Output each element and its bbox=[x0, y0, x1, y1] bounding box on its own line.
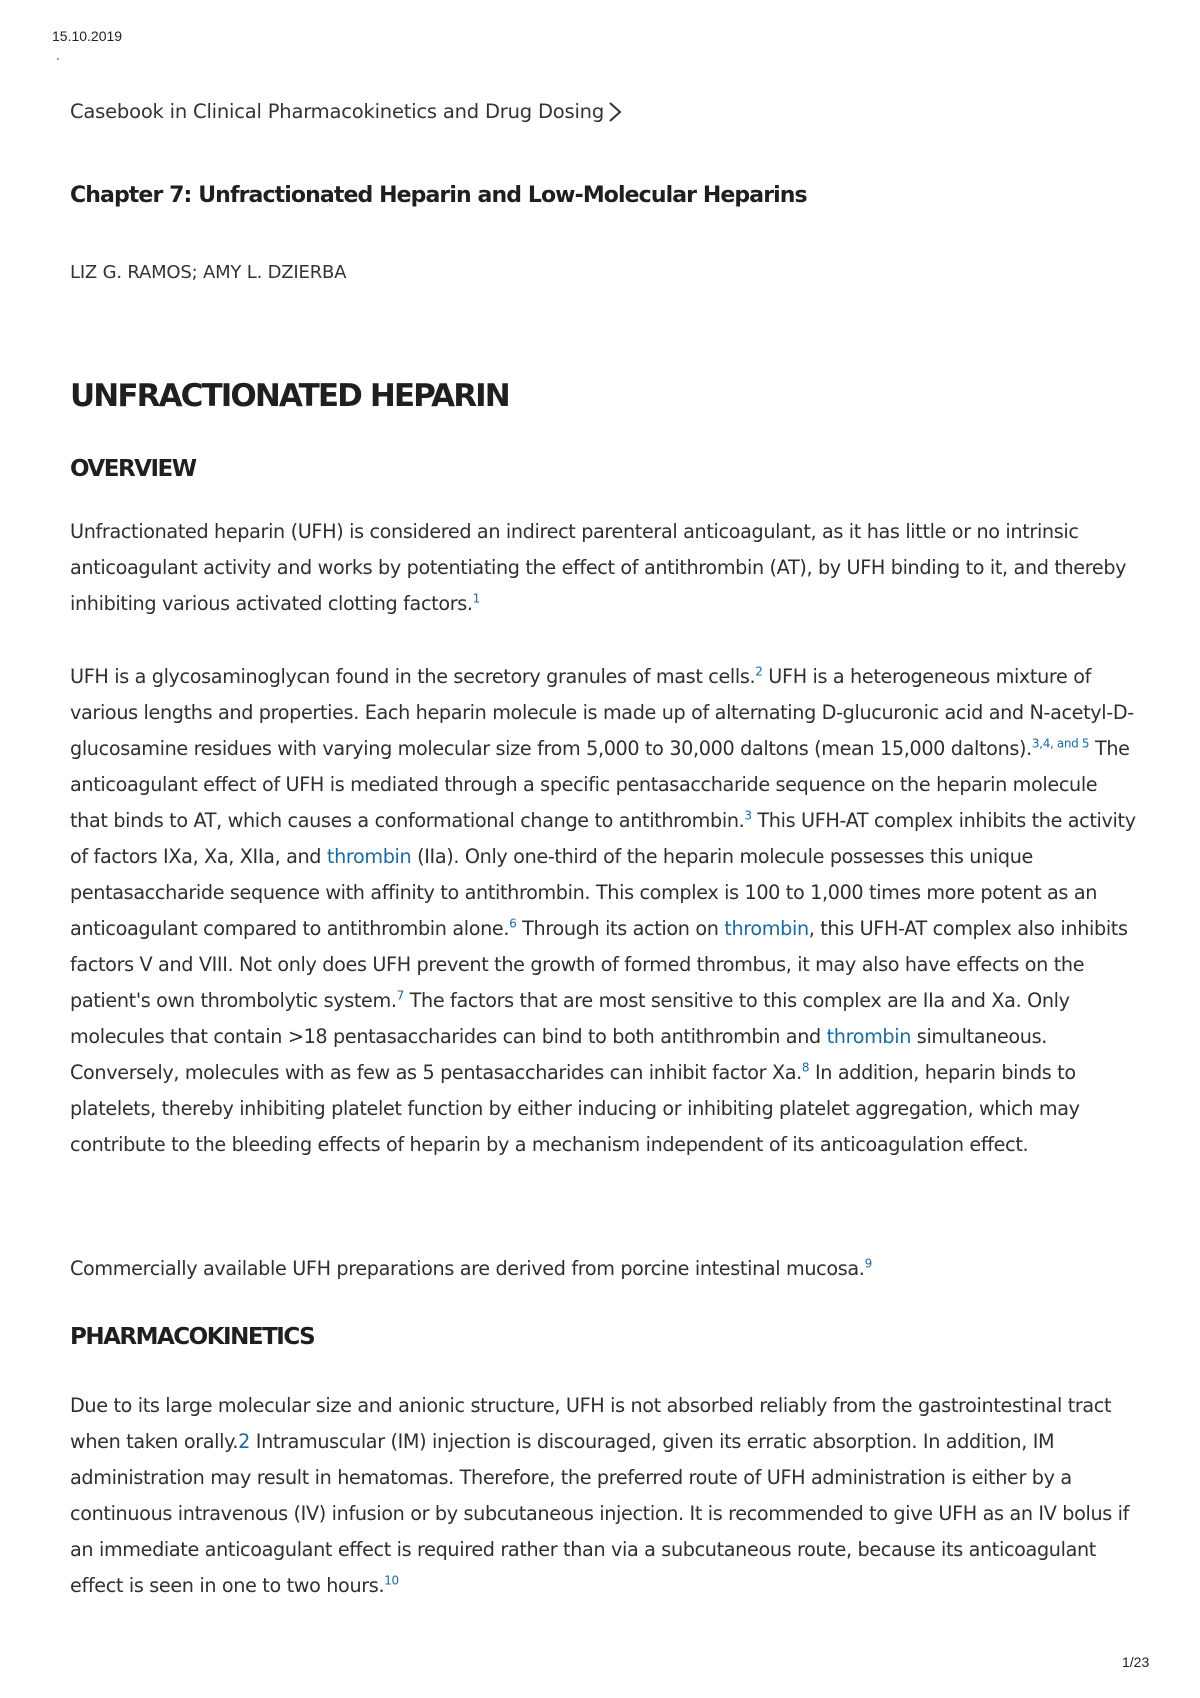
overview-paragraph-1 bbox=[70, 514, 1140, 622]
p2-text: The anticoagulant effect of UFH is mediated through a specific pentasaccharide sequence on the heparin molecule that binds to AT, which causes a conformational change to antithrombin. bbox=[70, 737, 1130, 832]
thrombin-link[interactable]: thrombin bbox=[326, 845, 412, 868]
overview-heading: OVERVIEW bbox=[70, 456, 196, 482]
print-date: 15.10.2019 bbox=[52, 28, 123, 44]
breadcrumb[interactable] bbox=[70, 100, 624, 123]
reference-link[interactable]: 2 bbox=[755, 664, 763, 679]
thrombin-link[interactable]: thrombin bbox=[724, 917, 809, 940]
overview-paragraph-3 bbox=[70, 1251, 1140, 1287]
reference-link[interactable]: 4 bbox=[1042, 736, 1050, 751]
breadcrumb-book-title[interactable]: Casebook in Clinical Pharmacokinetics and Drug Dosing bbox=[70, 100, 605, 123]
overview-p1-text: Unfractionated heparin (UFH) is considered an indirect parenteral anticoagulant, as it has little or no intrinsic anticoagulant activity and works by potentiating the effect of antithrombin (AT), by UFH binding to it, and thereby inhibiting various activated clotting factors. bbox=[70, 520, 1127, 615]
p2-text: UFH is a heterogeneous mixture of various lengths and properties. Each heparin molecule is made up of alternating D-glucuronic acid and N-acetyl-D-glucosamine residues with varying molecular size from 5,000 to 30,000 daltons (mean 15,000 daltons). bbox=[70, 665, 1134, 760]
p2-text: Through its action on bbox=[516, 917, 725, 940]
p2-text: UFH is a glycosaminoglycan found in the secretory granules of mast cells. bbox=[70, 665, 756, 688]
pk-text: Due to its large molecular size and anionic structure, UFH is not absorbed reliably from the gastrointestinal tract when taken orally. bbox=[70, 1394, 1112, 1453]
overview-p3-text: Commercially available UFH preparations are derived from porcine intestinal mucosa. bbox=[70, 1257, 865, 1280]
reference-link[interactable]: 3 bbox=[744, 808, 752, 823]
p2-text: This UFH-AT complex inhibits the activity of factors IXa, Xa, XIIa, and bbox=[70, 809, 1136, 868]
p2-text: , this UFH-AT complex also inhibits factors V and VIII. Not only does UFH prevent the growth of formed thrombus, it may also have effects on the patient's own thrombolytic system. bbox=[70, 917, 1128, 1012]
p2-text: simultaneous. Conversely, molecules with as few as 5 pentasaccharides can inhibit factor Xa. bbox=[70, 1025, 1047, 1084]
reference-link[interactable]: 3 bbox=[1031, 736, 1040, 751]
reference-link[interactable]: 9 bbox=[864, 1256, 872, 1271]
overview-paragraph-2 bbox=[70, 659, 1140, 1163]
reference-link[interactable]: 5 bbox=[1081, 736, 1090, 751]
p2-text: The factors that are most sensitive to this complex are IIa and Xa. Only molecules that contain >18 pentasaccharides can bind to both antithrombin and bbox=[70, 989, 1070, 1048]
pk-text: Intramuscular (IM) injection is discouraged, given its erratic absorption. In addition, IM administration may result in hematomas. Therefore, the preferred route of UFH administration is either by a continuous intravenous (IV) infusion or by subcutaneous injection. It is recommended to give UFH as an IV bolus if an immediate anticoagulant effect is required rather than via a subcutaneous route, because its anticoagulant effect is seen in one to two hours. bbox=[70, 1430, 1130, 1597]
reference-link[interactable]: 7 bbox=[396, 988, 404, 1003]
pharmacokinetics-paragraph-1 bbox=[70, 1388, 1140, 1604]
p2-text: (IIa). Only one-third of the heparin molecule possesses this unique pentasaccharide sequence with affinity to antithrombin. This complex is 100 to 1,000 times more potent as an anticoagulant compared to antithrombin alone. bbox=[70, 845, 1098, 940]
reference-link[interactable]: 6 bbox=[509, 916, 517, 931]
p2-text: In addition, heparin binds to platelets, thereby inhibiting platelet function by either inducing or inhibiting platelet aggregation, which may contribute to the bleeding effects of heparin by a mechanism independent of its anticoagulation effect. bbox=[70, 1061, 1080, 1156]
reference-separator: , bbox=[1039, 736, 1043, 751]
pharmacokinetics-heading: PHARMACOKINETICS bbox=[70, 1324, 315, 1350]
chevron-right-icon[interactable] bbox=[606, 101, 624, 123]
reference-separator: , and bbox=[1049, 736, 1079, 751]
print-header-dot bbox=[57, 58, 59, 60]
reference-link[interactable]: 10 bbox=[384, 1573, 399, 1588]
reference-link[interactable]: 8 bbox=[801, 1060, 810, 1075]
chapter-title: Chapter 7: Unfractionated Heparin and Low-Molecular Heparins bbox=[70, 183, 807, 208]
chapter-authors: LIZ G. RAMOS; AMY L. DZIERBA bbox=[70, 262, 347, 283]
section-title: UNFRACTIONATED HEPARIN bbox=[70, 378, 509, 414]
thrombin-link[interactable]: thrombin bbox=[826, 1025, 912, 1048]
page-number: 1/23 bbox=[1122, 1654, 1150, 1670]
reference-link[interactable]: 2 bbox=[238, 1430, 251, 1453]
reference-link[interactable]: 1 bbox=[472, 591, 480, 606]
